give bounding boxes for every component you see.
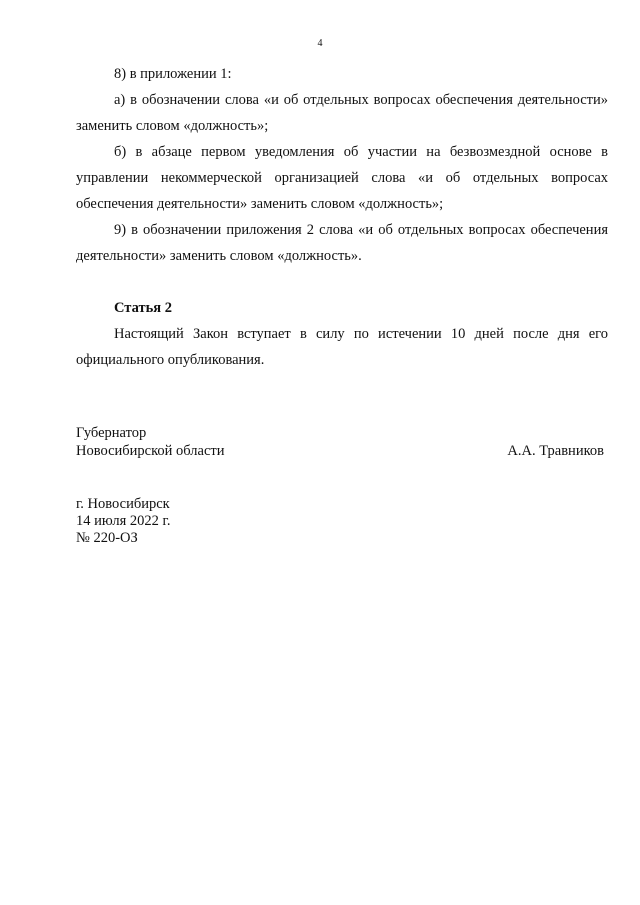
- footer-city: г. Новосибирск: [76, 496, 170, 512]
- article-heading: Статья 2: [114, 300, 172, 316]
- paragraph-subitem-a: а) в обозначении слова «и об отдельных вопросах обеспечения деятельности» заменить словом «должность»;: [76, 92, 608, 134]
- paragraph-subitem-b: б) в абзаце первом уведомления об участии на безвозмездной основе в управлении некоммерческой организацией слова «и об отдельных вопросах обеспечения деятельности» заменить словом «должность»;: [76, 144, 608, 212]
- signature-title-line2: Новосибирской области: [76, 443, 225, 459]
- footer-number: № 220-ОЗ: [76, 530, 138, 546]
- signature-title-line1: Губернатор: [76, 425, 147, 441]
- signature-row: [76, 442, 604, 460]
- signature-block: [76, 424, 604, 460]
- paragraph-item-9: 9) в обозначении приложения 2 слова «и об отдельных вопросах обеспечения деятельности» заменить словом «должность».: [76, 222, 608, 264]
- paragraph-item-8: 8) в приложении 1:: [114, 66, 232, 82]
- article-text: Настоящий Закон вступает в силу по истечении 10 дней после дня его официального опубликования.: [76, 326, 608, 368]
- page-number: 4: [317, 38, 323, 49]
- document-footer: [76, 496, 170, 547]
- footer-date: 14 июля 2022 г.: [76, 513, 171, 529]
- signature-name: А.А. Травников: [507, 443, 604, 459]
